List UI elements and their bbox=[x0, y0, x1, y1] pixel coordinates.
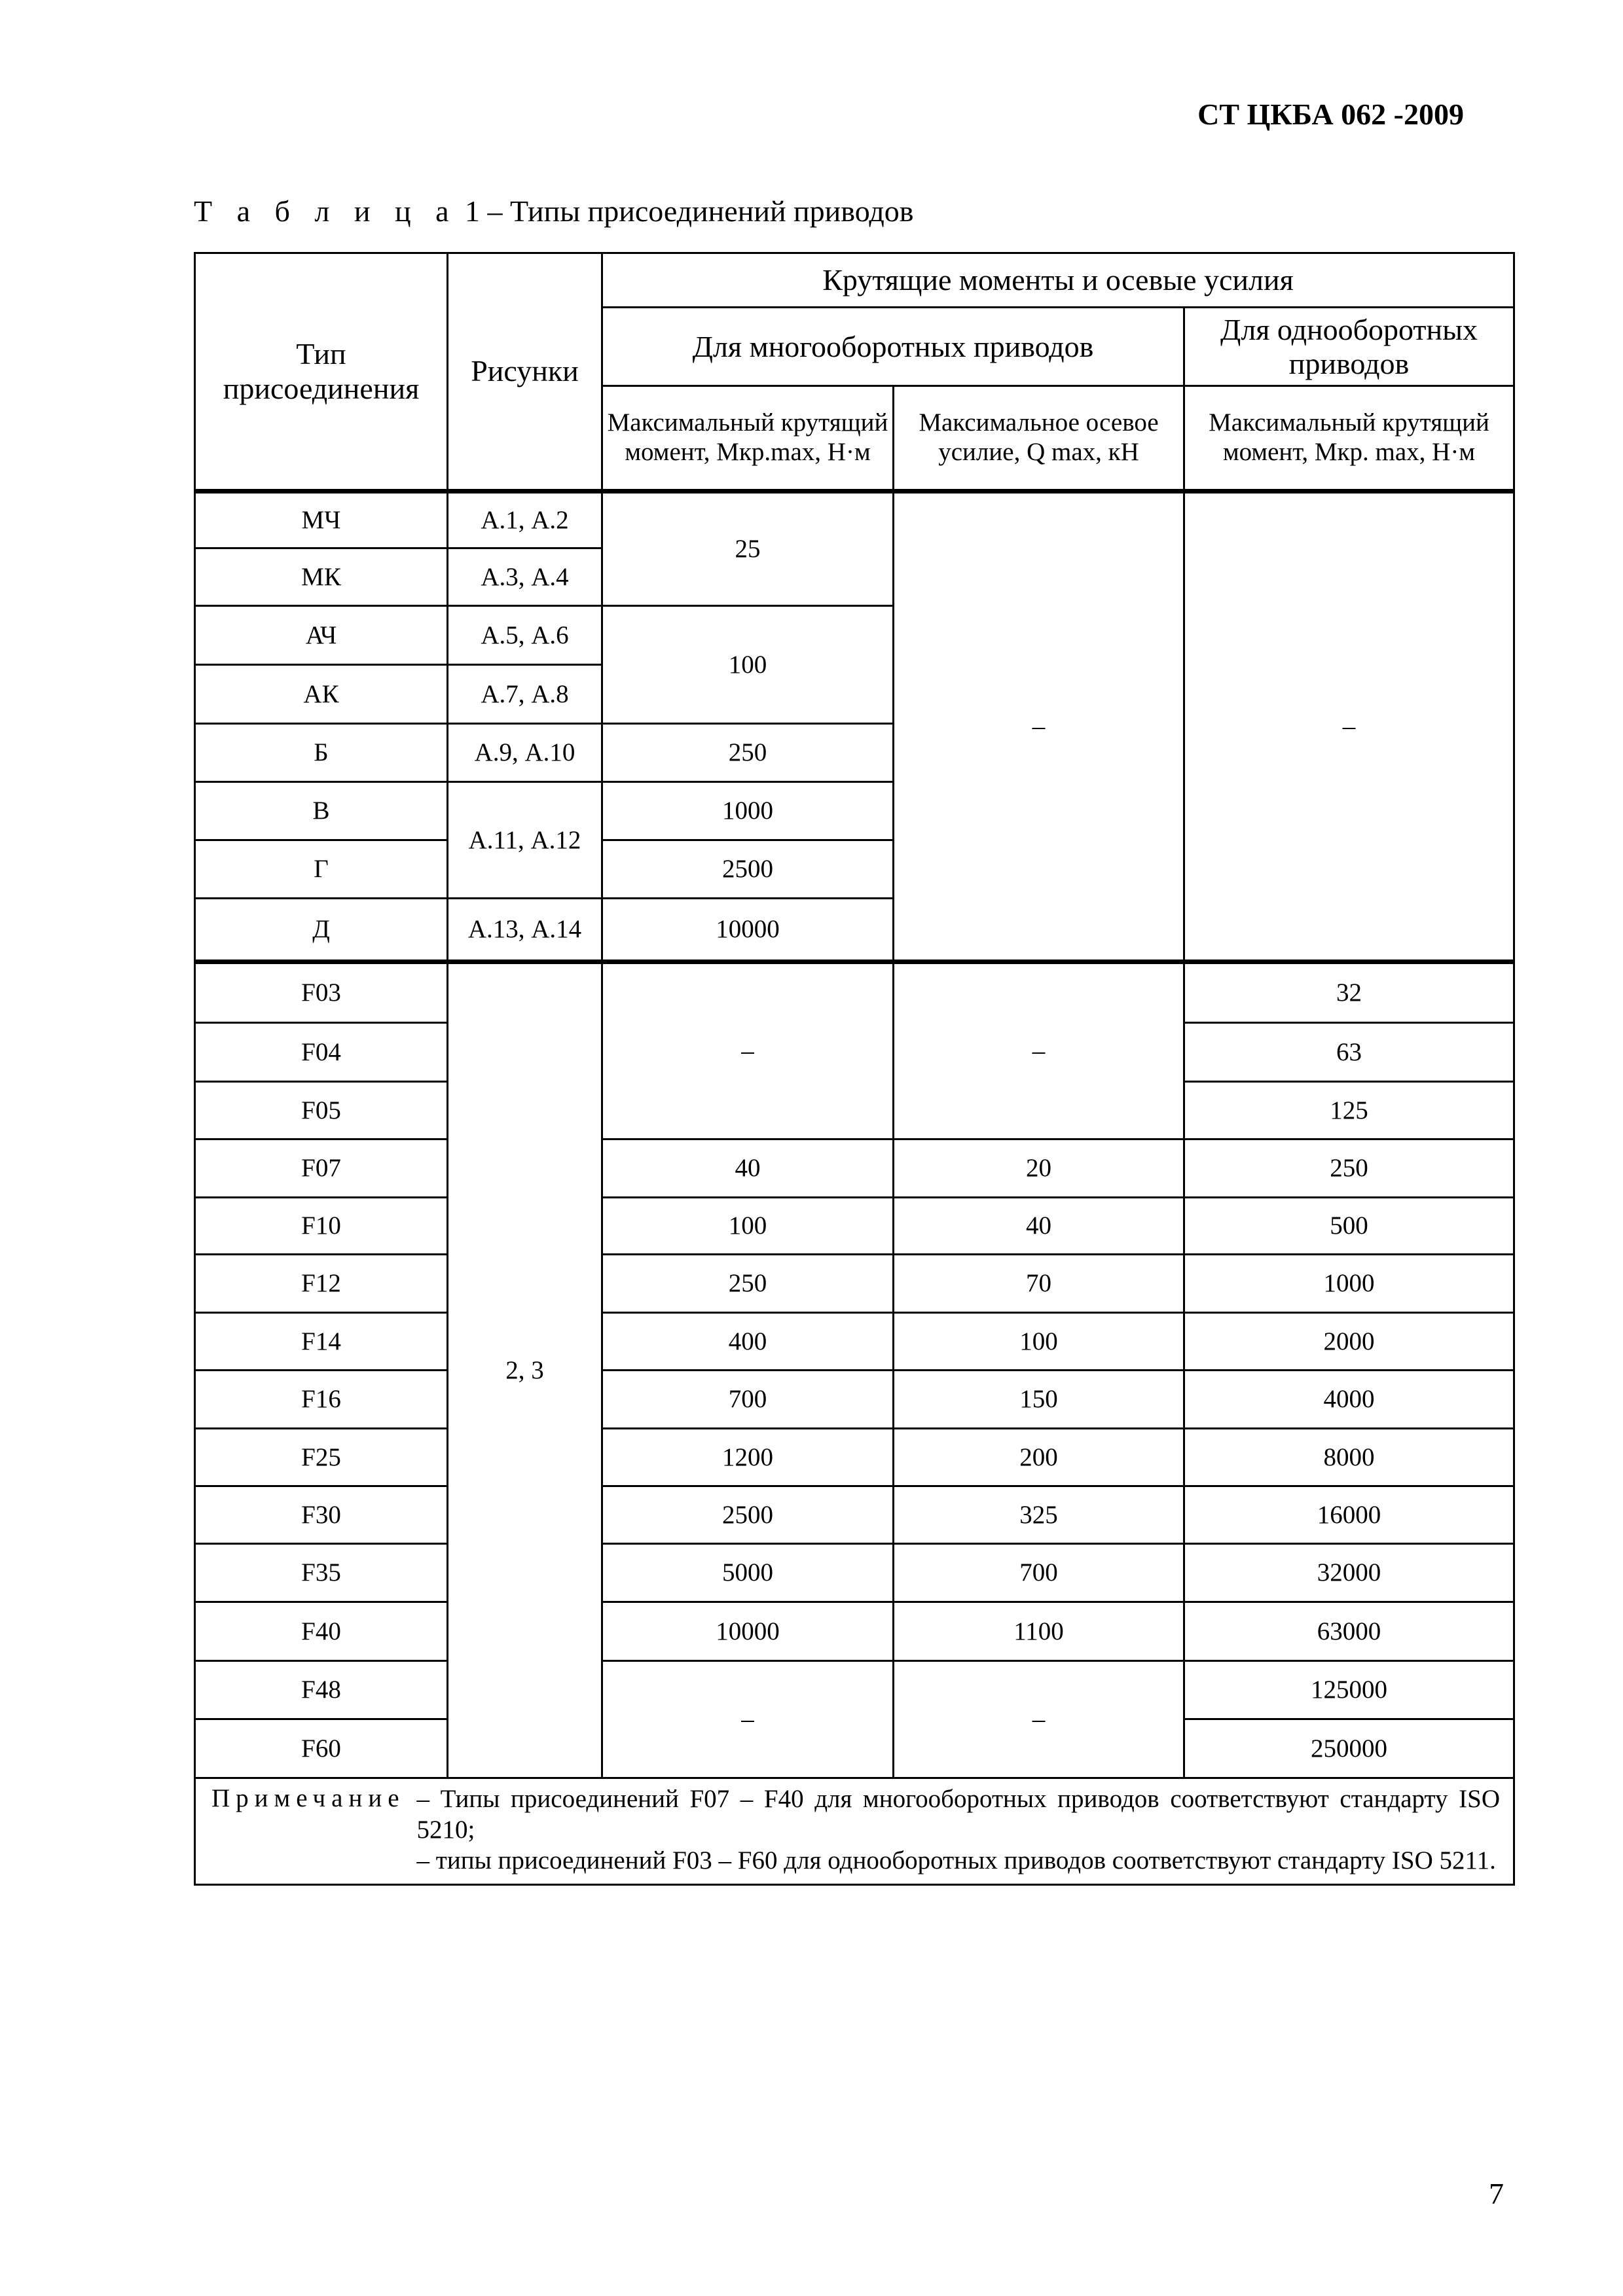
header-mt-axial: Максимальное осевое усилие, Q max, кН bbox=[894, 386, 1184, 492]
row-axial: 325 bbox=[894, 1486, 1184, 1544]
row-type: МК bbox=[195, 548, 448, 606]
header-st-torque: Максимальный крутящий момент, Мкр. max, Н·м bbox=[1184, 386, 1514, 492]
header-torques-forces: Крутящие моменты и осевые усилия bbox=[602, 253, 1514, 308]
row-axial: 150 bbox=[894, 1371, 1184, 1429]
header-figures: Рисунки bbox=[448, 253, 602, 492]
row-axial: 200 bbox=[894, 1429, 1184, 1486]
row-type: F48 bbox=[195, 1661, 448, 1719]
row-axial: 20 bbox=[894, 1139, 1184, 1198]
row-type: АЧ bbox=[195, 606, 448, 665]
row-axial: 40 bbox=[894, 1198, 1184, 1255]
row-type: АК bbox=[195, 665, 448, 724]
row-axial-dash: – bbox=[894, 1661, 1184, 1778]
row-axial-dash: – bbox=[894, 962, 1184, 1139]
row-figures: А.13, А.14 bbox=[448, 899, 602, 962]
table-caption bbox=[194, 194, 914, 228]
row-st-torque: 250000 bbox=[1184, 1719, 1514, 1778]
row-mt-torque: 5000 bbox=[602, 1544, 894, 1602]
header-connection-type: Тип присоединения bbox=[195, 253, 448, 492]
row-mt-torque: 100 bbox=[602, 606, 894, 724]
row-type: F10 bbox=[195, 1198, 448, 1255]
row-st-dash: – bbox=[1184, 492, 1514, 962]
row-figures: А.3, А.4 bbox=[448, 548, 602, 606]
row-mt-torque: 2500 bbox=[602, 840, 894, 899]
row-type: F03 bbox=[195, 962, 448, 1023]
header-mt-torque: Максимальный крутящий момент, Мкр.max, Н·м bbox=[602, 386, 894, 492]
caption-title: 1 – Типы присоединений приводов bbox=[465, 194, 914, 228]
row-type: F04 bbox=[195, 1023, 448, 1082]
row-st-torque: 16000 bbox=[1184, 1486, 1514, 1544]
row-mt-torque: 1000 bbox=[602, 782, 894, 840]
row-figures: 2, 3 bbox=[448, 962, 602, 1778]
row-axial-dash: – bbox=[894, 492, 1184, 962]
row-figures: А.11, А.12 bbox=[448, 782, 602, 899]
row-st-torque: 32 bbox=[1184, 962, 1514, 1023]
row-st-torque: 32000 bbox=[1184, 1544, 1514, 1602]
row-st-torque: 4000 bbox=[1184, 1371, 1514, 1429]
row-type: F05 bbox=[195, 1082, 448, 1139]
row-mt-torque: 25 bbox=[602, 492, 894, 606]
row-figures: А.7, А.8 bbox=[448, 665, 602, 724]
row-st-torque: 125 bbox=[1184, 1082, 1514, 1139]
row-type: F40 bbox=[195, 1602, 448, 1661]
row-figures: А.9, А.10 bbox=[448, 724, 602, 782]
row-mt-torque: 10000 bbox=[602, 899, 894, 962]
table-note bbox=[195, 1778, 1514, 1885]
page-number: 7 bbox=[1489, 2177, 1504, 2210]
row-mt-torque: 2500 bbox=[602, 1486, 894, 1544]
row-st-torque: 1000 bbox=[1184, 1255, 1514, 1313]
row-type: Г bbox=[195, 840, 448, 899]
row-mt-dash: – bbox=[602, 962, 894, 1139]
connection-types-table bbox=[194, 252, 1515, 1886]
row-mt-torque: 400 bbox=[602, 1313, 894, 1371]
header-single-turn: Для однооборотных приводов bbox=[1184, 308, 1514, 386]
row-type: F35 bbox=[195, 1544, 448, 1602]
row-type: F14 bbox=[195, 1313, 448, 1371]
row-type: F30 bbox=[195, 1486, 448, 1544]
row-mt-torque: 700 bbox=[602, 1371, 894, 1429]
row-mt-torque: 10000 bbox=[602, 1602, 894, 1661]
row-type: МЧ bbox=[195, 492, 448, 548]
row-mt-torque: 250 bbox=[602, 724, 894, 782]
row-type: Б bbox=[195, 724, 448, 782]
row-axial: 700 bbox=[894, 1544, 1184, 1602]
row-axial: 100 bbox=[894, 1313, 1184, 1371]
header-multi-turn: Для многооборотных приводов bbox=[602, 308, 1184, 386]
row-st-torque: 2000 bbox=[1184, 1313, 1514, 1371]
caption-prefix: Т а б л и ц а bbox=[194, 194, 458, 228]
row-st-torque: 250 bbox=[1184, 1139, 1514, 1198]
row-type: F60 bbox=[195, 1719, 448, 1778]
note-line-2: – типы присоединений F03 – F60 для однооборотных приводов соответствуют стандарту ISO 5211. bbox=[416, 1846, 1496, 1874]
row-figures: А.1, А.2 bbox=[448, 492, 602, 548]
note-line-1: – Типы присоединений F07 – F40 для многооборотных приводов соответствуют стандарту ISO 5210; bbox=[416, 1785, 1501, 1844]
row-mt-torque: 250 bbox=[602, 1255, 894, 1313]
row-mt-torque: 100 bbox=[602, 1198, 894, 1255]
row-st-torque: 8000 bbox=[1184, 1429, 1514, 1486]
row-st-torque: 63 bbox=[1184, 1023, 1514, 1082]
row-figures: А.5, А.6 bbox=[448, 606, 602, 665]
row-axial: 70 bbox=[894, 1255, 1184, 1313]
row-mt-dash: – bbox=[602, 1661, 894, 1778]
row-type: В bbox=[195, 782, 448, 840]
document-code: СТ ЦКБА 062 -2009 bbox=[1197, 98, 1464, 131]
row-type: Д bbox=[195, 899, 448, 962]
row-mt-torque: 40 bbox=[602, 1139, 894, 1198]
row-type: F07 bbox=[195, 1139, 448, 1198]
row-st-torque: 500 bbox=[1184, 1198, 1514, 1255]
row-axial: 1100 bbox=[894, 1602, 1184, 1661]
note-label: Примечание bbox=[211, 1784, 405, 1812]
row-st-torque: 125000 bbox=[1184, 1661, 1514, 1719]
row-type: F12 bbox=[195, 1255, 448, 1313]
row-type: F16 bbox=[195, 1371, 448, 1429]
row-mt-torque: 1200 bbox=[602, 1429, 894, 1486]
row-st-torque: 63000 bbox=[1184, 1602, 1514, 1661]
row-type: F25 bbox=[195, 1429, 448, 1486]
